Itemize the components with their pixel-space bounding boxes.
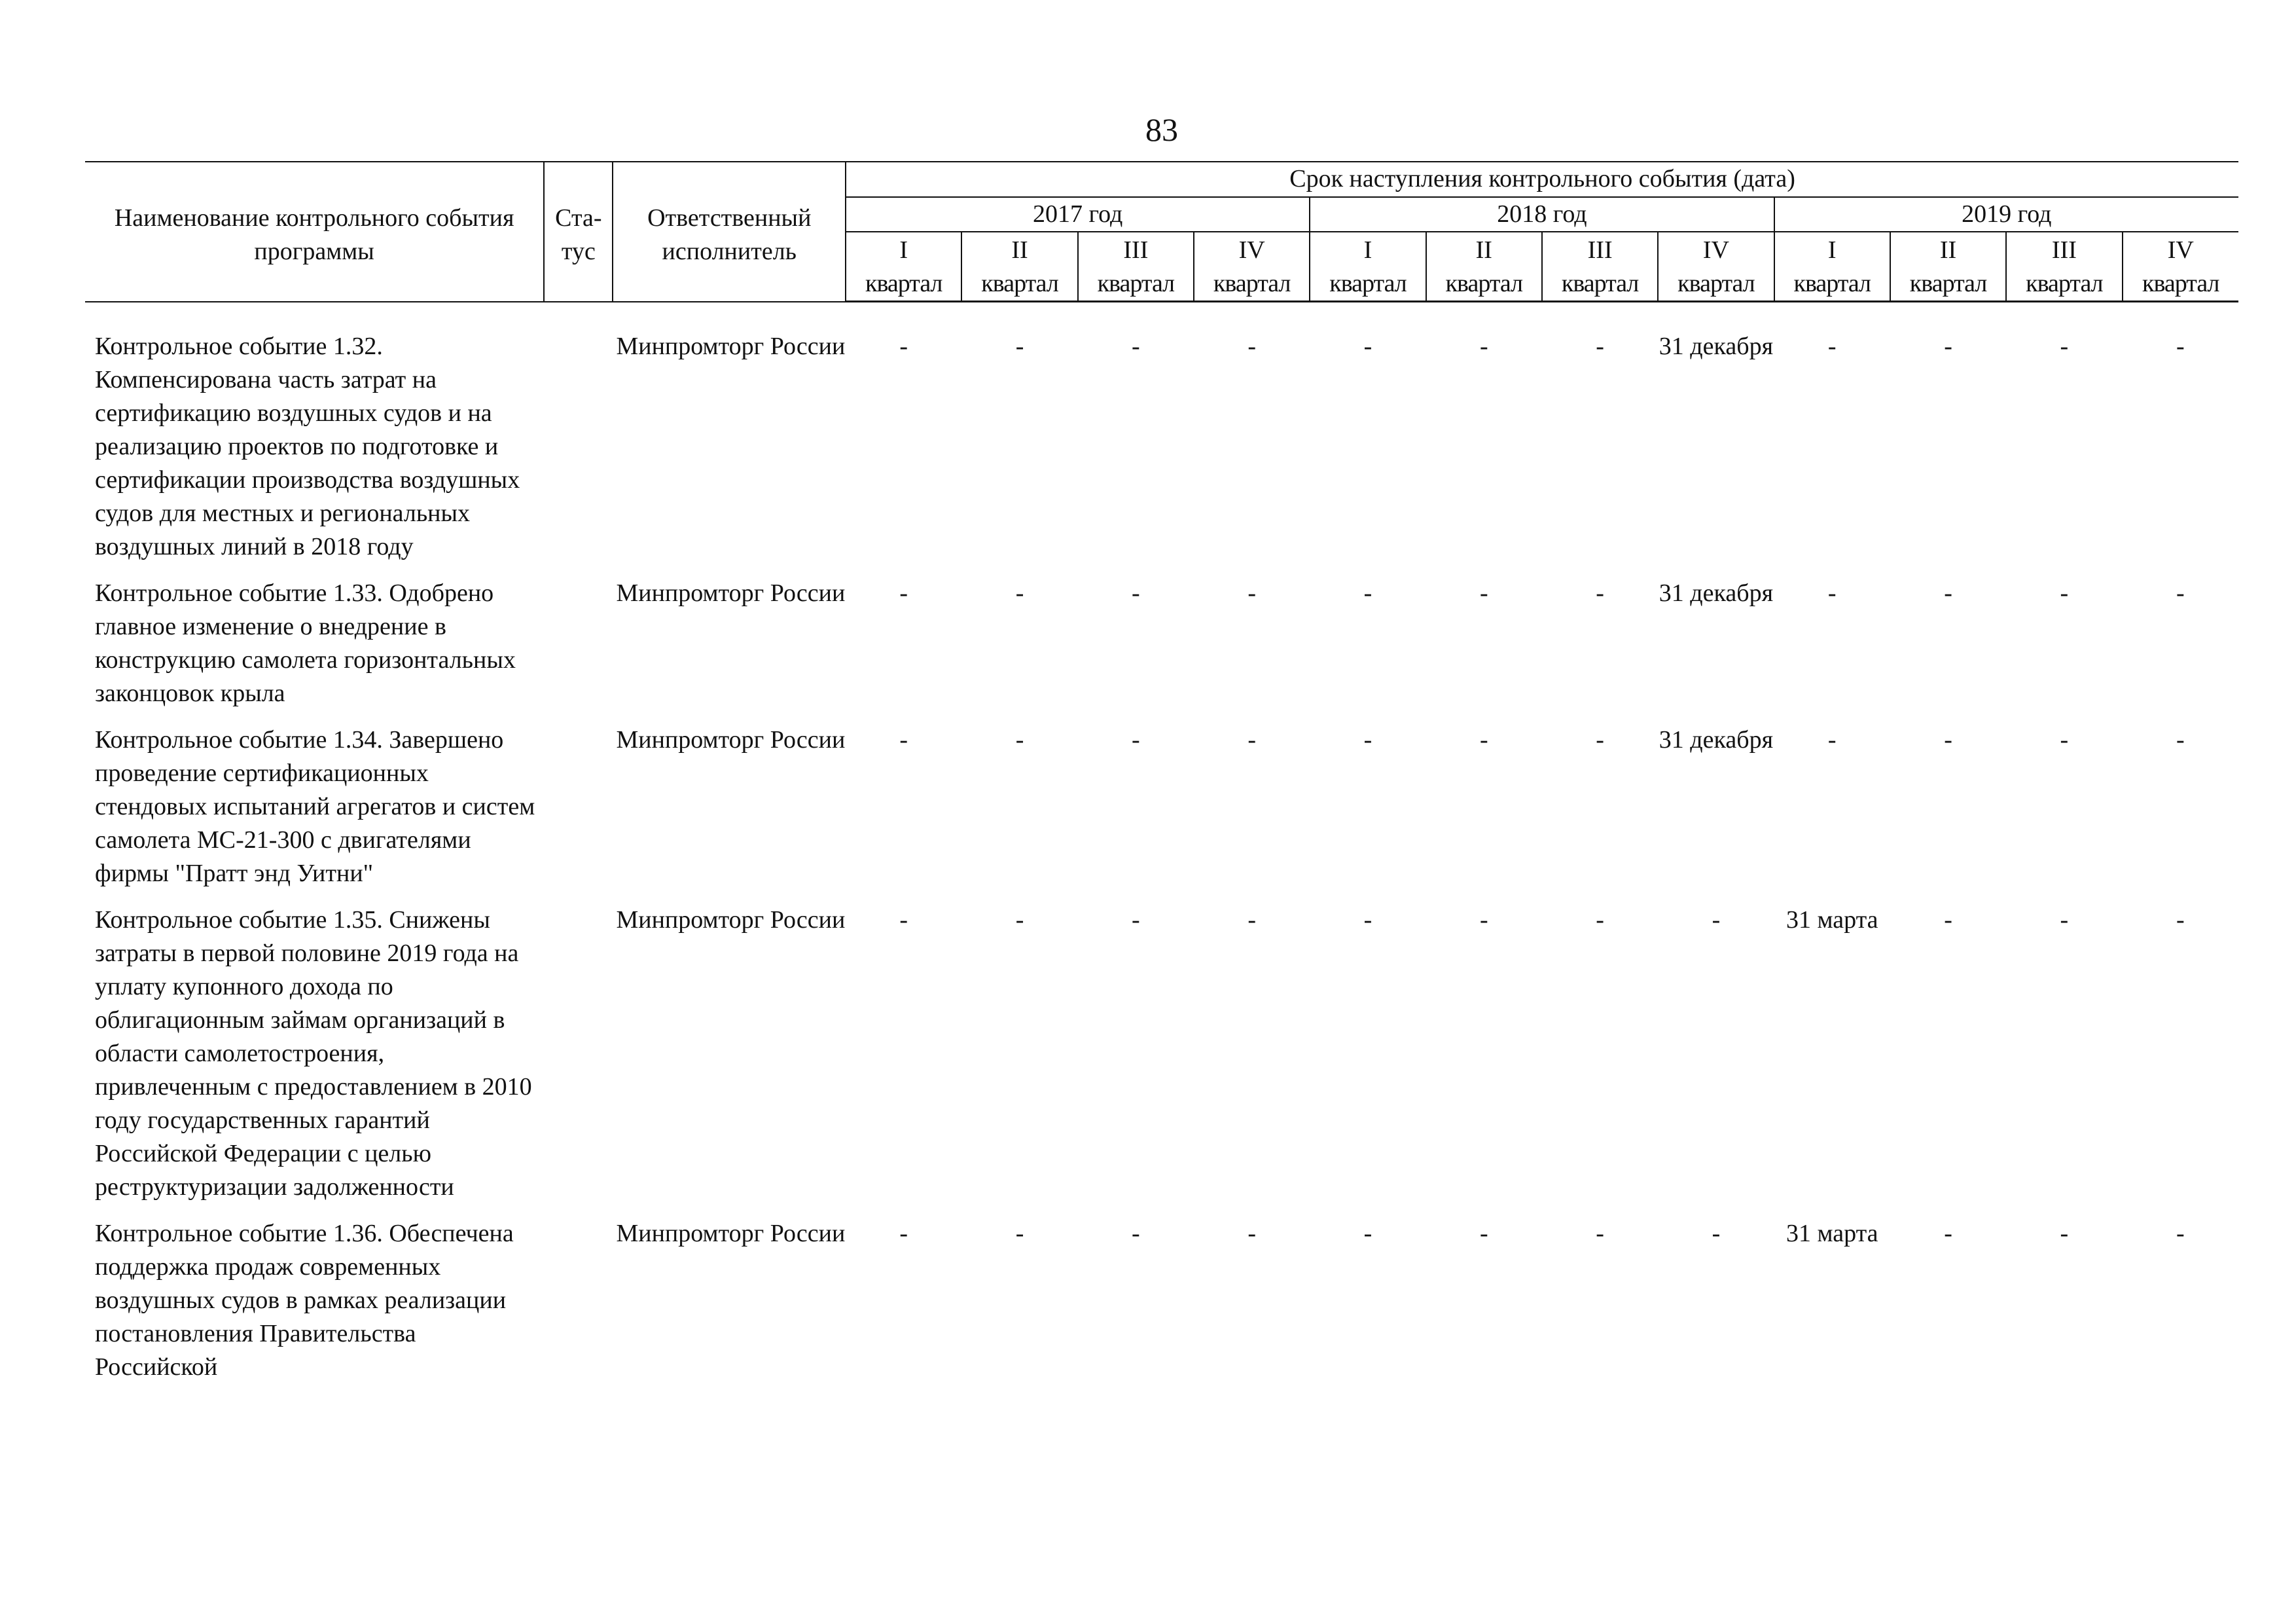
quarter-cell: 31 декабря: [1659, 333, 1774, 360]
quarter-cell: -: [1944, 906, 1952, 934]
status-cell: [544, 723, 613, 903]
header-deadline: Срок наступления контрольного события (дата): [846, 162, 2238, 197]
quarter-cell: -: [1596, 726, 1604, 754]
header-quarter-label: квартал: [1890, 267, 2006, 302]
table-row: [85, 723, 2238, 903]
header-quarter-label: квартал: [961, 267, 1077, 302]
quarter-cell: -: [1015, 726, 1024, 754]
quarter-cell: 31 марта: [1785, 906, 1878, 934]
header-quarter-number: II: [1426, 232, 1542, 267]
quarter-cell: -: [1827, 333, 1837, 360]
header-quarter-number: III: [2006, 232, 2122, 267]
header-status: Ста-тус: [544, 162, 613, 302]
table-row: [85, 1217, 2238, 1397]
quarter-cell: -: [1015, 906, 1024, 934]
quarter-cell: -: [1596, 1220, 1604, 1247]
header-quarter-number: III: [1078, 232, 1194, 267]
quarter-cell: -: [1132, 1220, 1140, 1247]
header-quarter-number: III: [1542, 232, 1658, 267]
header-quarter-number: I: [1774, 232, 1890, 267]
quarter-cell: -: [2060, 726, 2069, 754]
quarter-cell: -: [2060, 333, 2069, 360]
quarter-cell: -: [1363, 579, 1372, 607]
quarter-cell: -: [1363, 333, 1372, 360]
quarter-cell: -: [899, 1220, 908, 1247]
event-name-cell: Контрольное событие 1.35. Снижены затраты в первой половине 2019 года на уплату купонного дохода по облигационным займам организаций в области самолетостроения, привлеченным с предоставлением в 2010 году государственных гарантий Российской Федерации с целью реструктуризации задолженности: [95, 906, 532, 1201]
quarter-cell: -: [2060, 906, 2069, 934]
quarter-cell: -: [1132, 726, 1140, 754]
quarter-cell: -: [1944, 726, 1952, 754]
header-quarter-number: IV: [1194, 232, 1310, 267]
quarter-cell: -: [1247, 579, 1257, 607]
quarter-cell: -: [1944, 579, 1952, 607]
executor-cell: Минпромторг России: [616, 1220, 846, 1247]
header-quarter-number: I: [846, 232, 961, 267]
header-quarter-label: квартал: [1194, 267, 1310, 302]
table-body: [85, 302, 2238, 1398]
table-row: [85, 577, 2238, 723]
quarter-cell: -: [1015, 1220, 1024, 1247]
quarter-cell: -: [1479, 1220, 1488, 1247]
quarter-cell: -: [899, 333, 908, 360]
header-quarter-number: IV: [2123, 232, 2238, 267]
header-quarter-label: квартал: [2006, 267, 2122, 302]
quarter-cell: -: [1712, 906, 1721, 934]
quarter-cell: -: [1944, 1220, 1952, 1247]
quarter-cell: -: [1479, 579, 1488, 607]
quarter-cell: 31 декабря: [1659, 579, 1774, 607]
table-header: [85, 162, 2238, 302]
quarter-cell: -: [1132, 333, 1140, 360]
header-quarter-label: квартал: [1542, 267, 1658, 302]
quarter-cell: -: [1363, 726, 1372, 754]
status-cell: [544, 577, 613, 723]
quarter-cell: -: [1132, 906, 1140, 934]
quarter-cell: -: [1944, 333, 1952, 360]
quarter-cell: -: [2176, 1220, 2185, 1247]
quarter-cell: -: [2176, 579, 2185, 607]
quarter-cell: -: [1247, 1220, 1257, 1247]
header-executor: Ответственный исполнитель: [613, 162, 846, 302]
header-year-2019: 2019 год: [1774, 197, 2238, 232]
executor-cell: Минпромторг России: [616, 726, 846, 754]
quarter-cell: -: [899, 726, 908, 754]
header-event-name: Наименование контрольного события программы: [85, 162, 544, 302]
quarter-cell: -: [1712, 1220, 1721, 1247]
status-cell: [544, 330, 613, 577]
quarter-cell: -: [1596, 906, 1604, 934]
quarter-cell: -: [1247, 726, 1257, 754]
table-row: [85, 903, 2238, 1217]
quarter-cell: -: [1479, 906, 1488, 934]
executor-cell: Минпромторг России: [616, 579, 846, 607]
table-row: [85, 330, 2238, 577]
header-quarter-label: квартал: [1426, 267, 1542, 302]
quarter-cell: -: [2060, 1220, 2069, 1247]
header-quarter-label: квартал: [846, 267, 961, 302]
header-quarter-number: II: [1890, 232, 2006, 267]
quarter-cell: -: [899, 906, 908, 934]
header-quarter-number: IV: [1658, 232, 1774, 267]
header-quarter-label: квартал: [1774, 267, 1890, 302]
quarter-cell: -: [2176, 906, 2185, 934]
executor-cell: Минпромторг России: [616, 333, 846, 360]
status-cell: [544, 1217, 613, 1397]
quarter-cell: -: [1247, 333, 1257, 360]
quarter-cell: -: [1827, 726, 1837, 754]
header-quarter-label: квартал: [1310, 267, 1426, 302]
quarter-cell: -: [1132, 579, 1140, 607]
quarter-cell: -: [1015, 579, 1024, 607]
header-quarter-label: квартал: [1078, 267, 1194, 302]
quarter-cell: -: [1596, 579, 1604, 607]
header-quarter-label: квартал: [2123, 267, 2238, 302]
header-year-2017: 2017 год: [846, 197, 1310, 232]
header-year-2018: 2018 год: [1310, 197, 1774, 232]
quarter-cell: -: [1363, 1220, 1372, 1247]
quarter-cell: -: [899, 579, 908, 607]
quarter-cell: -: [1363, 906, 1372, 934]
quarter-cell: -: [1479, 333, 1488, 360]
event-name-cell: Контрольное событие 1.32. Компенсирована часть затрат на сертификацию воздушных судов и на реализацию проектов по подготовке и сертификации производства воздушных судов для местных и региональных воздушных линий в 2018 году: [95, 333, 520, 560]
quarter-cell: 31 марта: [1785, 1220, 1878, 1247]
quarter-cell: -: [1479, 726, 1488, 754]
page-number: 83: [1145, 111, 1178, 148]
quarter-cell: -: [2176, 333, 2185, 360]
event-name-cell: Контрольное событие 1.33. Одобрено главное изменение о внедрение в конструкцию самолета горизонтальных законцовок крыла: [95, 579, 516, 707]
header-quarter-number: I: [1310, 232, 1426, 267]
status-cell: [544, 903, 613, 1217]
header-quarter-label: квартал: [1658, 267, 1774, 302]
quarter-cell: -: [1827, 579, 1837, 607]
executor-cell: Минпромторг России: [616, 906, 846, 934]
quarter-cell: -: [1015, 333, 1024, 360]
quarter-cell: -: [1596, 333, 1604, 360]
quarter-cell: -: [2060, 579, 2069, 607]
event-name-cell: Контрольное событие 1.36. Обеспечена поддержка продаж современных воздушных судов в рамках реализации постановления Правительства Российской: [95, 1220, 514, 1381]
quarter-cell: -: [2176, 726, 2185, 754]
header-quarter-number: II: [961, 232, 1077, 267]
control-events-table: [85, 161, 2238, 1397]
quarter-cell: 31 декабря: [1659, 726, 1774, 754]
event-name-cell: Контрольное событие 1.34. Завершено проведение сертификационных стендовых испытаний агрегатов и систем самолета МС-21-300 с двигателями фирмы "Пратт энд Уитни": [95, 726, 535, 887]
quarter-cell: -: [1247, 906, 1257, 934]
